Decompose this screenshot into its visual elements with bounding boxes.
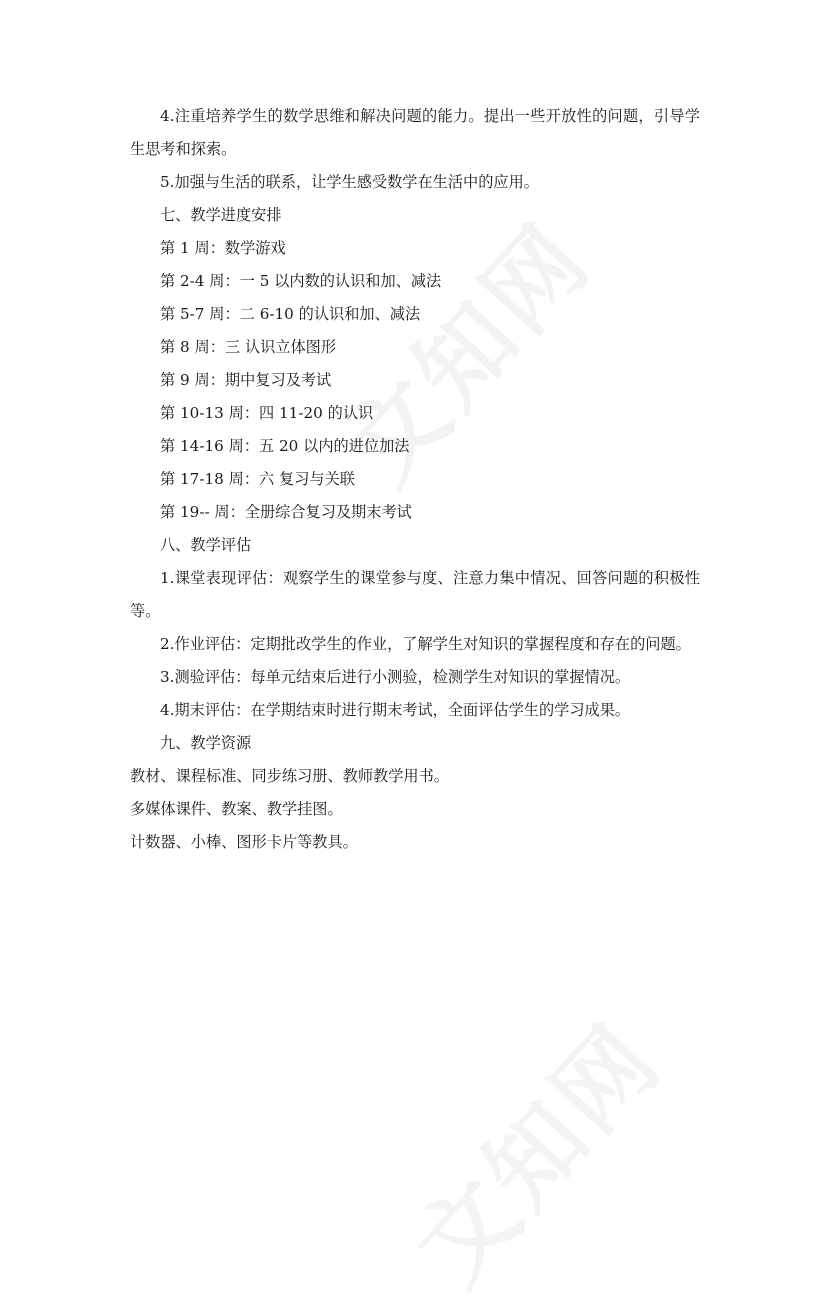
schedule-item: 第 2-4 周：一 5 以内数的认识和加、减法 <box>160 272 442 290</box>
schedule-item: 第 9 周：期中复习及考试 <box>160 371 332 389</box>
evaluation-item: 3.测验评估：每单元结束后进行小测验，检测学生对知识的掌握情况。 <box>160 668 631 686</box>
resource-item: 计数器、小棒、图形卡片等教具。 <box>130 833 358 851</box>
schedule-item: 第 10-13 周：四 11-20 的认识 <box>160 404 374 422</box>
resource-item: 多媒体课件、教案、教学挂图。 <box>130 800 343 818</box>
paragraph-teaching-point-5: 5.加强与生活的联系，让学生感受数学在生活中的应用。 <box>160 173 539 191</box>
schedule-item: 第 19-- 周：全册综合复习及期末考试 <box>160 503 412 521</box>
watermark-bottom <box>380 989 687 1308</box>
document-body <box>130 100 700 859</box>
schedule-item: 第 8 周：三 认识立体图形 <box>160 338 337 356</box>
schedule-item: 第 1 周：数学游戏 <box>160 239 286 257</box>
section-heading-resources: 九、教学资源 <box>160 734 252 752</box>
evaluation-item: 2.作业评估：定期批改学生的作业，了解学生对知识的掌握程度和存在的问题。 <box>160 635 691 653</box>
schedule-item: 第 14-16 周：五 20 以内的进位加法 <box>160 437 410 455</box>
section-heading-evaluation: 八、教学评估 <box>160 536 252 554</box>
evaluation-item: 1.课堂表现评估：观察学生的课堂参与度、注意力集中情况、回答问题的积极性等。 <box>130 569 700 620</box>
evaluation-item: 4.期末评估：在学期结束时进行期末考试，全面评估学生的学习成果。 <box>160 701 631 719</box>
resource-item: 教材、课程标准、同步练习册、教师教学用书。 <box>130 767 449 785</box>
schedule-item: 第 5-7 周：二 6-10 的认识和加、减法 <box>160 305 421 323</box>
schedule-item: 第 17-18 周：六 复习与关联 <box>160 470 355 488</box>
paragraph-teaching-point-4: 4.注重培养学生的数学思维和解决问题的能力。提出一些开放性的问题，引导学生思考和探索。 <box>130 107 700 158</box>
section-heading-schedule: 七、教学进度安排 <box>160 206 282 224</box>
